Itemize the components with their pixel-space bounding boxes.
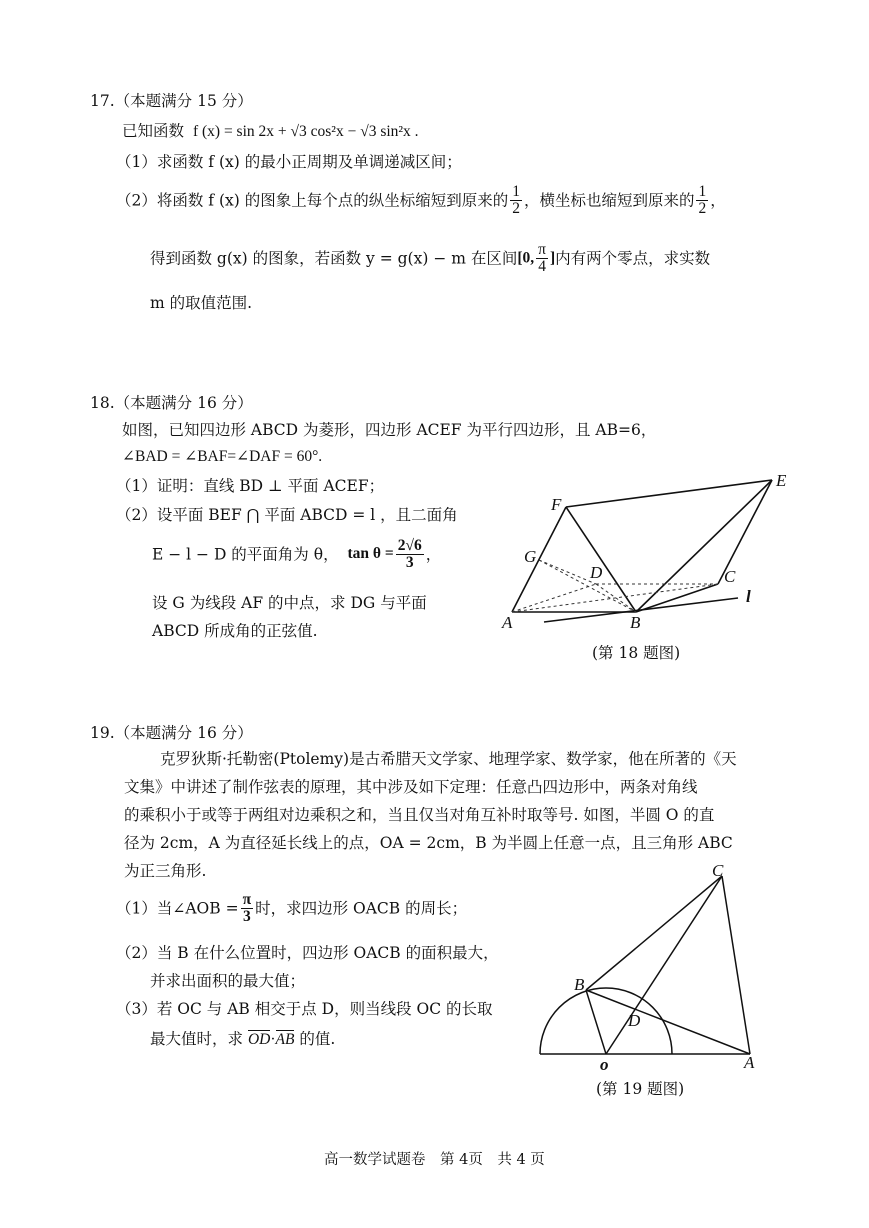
q19-header: 19.（本题满分 16 分） xyxy=(90,724,253,742)
q19-part3-line1: （3）若 OC 与 AB 相交于点 D，则当线段 OC 的长取 xyxy=(116,1000,493,1018)
q18-stem-line2: ∠BAD = ∠BAF=∠DAF = 60°. xyxy=(122,448,323,465)
q18-part2-line2 xyxy=(152,538,441,572)
label-l: l xyxy=(746,587,751,606)
label-C: C xyxy=(724,567,736,586)
dashed-GB xyxy=(539,560,636,612)
fraction-denominator: 2 xyxy=(512,200,520,218)
q18-stem-line1: 如图，已知四边形 ABCD 为菱形，四边形 ACEF 为平行四边形，且 AB=6， xyxy=(122,421,657,439)
segment-AB xyxy=(586,990,750,1054)
edge-FE xyxy=(566,480,772,507)
q17-stem xyxy=(122,122,419,142)
q18-part2-line2-text-a: E − l − D 的平面角为 θ， xyxy=(152,545,339,564)
line-l xyxy=(544,598,738,622)
q17-part2-text-a: （2）将函数 f (x) 的图象上每个点的纵坐标缩短到原来的 xyxy=(116,191,509,210)
q18-tan-label: tan θ = xyxy=(347,545,394,563)
label-A: A xyxy=(502,613,513,632)
segment-OB xyxy=(586,990,606,1054)
fraction-denominator: 2 xyxy=(698,200,707,218)
segment-OC xyxy=(606,876,722,1054)
q17-fraction-half-2 xyxy=(696,184,708,218)
q17-part2-line3: m 的取值范围. xyxy=(150,294,253,312)
q19-part3-text-b: 的值. xyxy=(299,1030,336,1048)
fraction-denominator: 3 xyxy=(405,554,414,572)
label-C: C xyxy=(712,861,724,880)
q17-part2-text-b: ，横坐标也缩短到原来的 xyxy=(523,191,695,210)
segment-CA xyxy=(722,876,750,1054)
label-o: o xyxy=(600,1055,609,1074)
q17-fraction-pi-4 xyxy=(536,242,548,276)
dashed-DG xyxy=(539,560,596,584)
q18-tan-fraction xyxy=(396,538,424,572)
label-D: D xyxy=(590,563,603,582)
q17-interval-left: [0, xyxy=(517,249,535,267)
fraction-denominator: 3 xyxy=(242,908,251,926)
q18-part2-line4: ABCD 所成角的正弦值. xyxy=(152,622,318,640)
label-G: G xyxy=(524,547,537,566)
q19-intro-line1: 克罗狄斯·托勒密(Ptolemy)是古希腊天文学家、地理学家、数学家，他在所著的《天 xyxy=(160,750,737,768)
q19-intro-line3: 的乘积小于或等于两组对边乘积之和，当且仅当对角互补时取等号. 如图，半圆 O 的直 xyxy=(124,806,715,824)
fraction-numerator: 1 xyxy=(698,183,707,200)
vector-OD: OD xyxy=(247,1031,271,1048)
q17-part2-text-c: ， xyxy=(710,191,726,210)
label-A: A xyxy=(744,1053,755,1072)
q19-part1-text-b: 时，求四边形 OACB 的周长； xyxy=(255,899,468,918)
q17-part2-line2-text-a: 得到函数 g(x) 的图象，若函数 y = g(x) − m 在区间 xyxy=(150,249,518,268)
page-footer: 高一数学试题卷 第 4页 共 4 页 xyxy=(324,1152,545,1168)
q19-part1-text-a: （1）当∠AOB = xyxy=(116,899,239,918)
q19-part3-text-a: 最大值时，求 xyxy=(150,1030,244,1048)
label-D: D xyxy=(628,1011,641,1030)
fraction-numerator: 1 xyxy=(512,183,520,200)
q17-part2-line2-text-b: 内有两个零点，求实数 xyxy=(555,249,711,268)
q17-part1: （1）求函数 f (x) 的最小正周期及单调递减区间； xyxy=(116,153,462,171)
fraction-numerator: π xyxy=(242,891,252,908)
label-E: E xyxy=(776,471,787,490)
fraction-denominator: 4 xyxy=(538,258,546,276)
q17-stem-prefix: 已知函数 xyxy=(122,122,185,140)
q19-part2-line2: 并求出面积的最大值； xyxy=(150,972,306,990)
q19-part3-line2 xyxy=(150,1030,335,1050)
q18-part1: （1）证明：直线 BD ⊥ 平面 ACEF； xyxy=(116,477,385,495)
q18-figure xyxy=(500,466,800,636)
label-F: F xyxy=(551,495,562,514)
q19-figure-caption: (第 19 题图) xyxy=(596,1080,685,1098)
q18-header: 18.（本题满分 16 分） xyxy=(90,394,253,412)
q19-part1 xyxy=(116,892,467,926)
q19-intro-line4: 径为 2cm，A 为直径延长线上的点，OA = 2cm，B 为半圆上任意一点，且三角形 ABC xyxy=(124,834,733,852)
q19-fraction-pi-3 xyxy=(241,892,254,926)
dashed-AC xyxy=(512,584,718,612)
vector-AB: AB xyxy=(275,1031,295,1048)
edge-BC xyxy=(636,584,718,612)
q19-part2-line1: （2）当 B 在什么位置时，四边形 OACB 的面积最大， xyxy=(116,944,499,962)
label-B: B xyxy=(574,975,585,994)
q18-part2-line2-text-b: ， xyxy=(425,545,442,564)
dot-operator: · xyxy=(270,1031,276,1048)
q17-part2-line2 xyxy=(150,242,710,276)
segment-BC xyxy=(586,876,722,990)
q17-stem-formula: f (x) = sin 2x + √3 cos²x − √3 sin²x . xyxy=(192,123,419,140)
q17-fraction-half-1 xyxy=(510,184,522,218)
fraction-numerator: π xyxy=(538,241,546,258)
q19-intro-line2: 文集》中讲述了制作弦表的原理，其中涉及如下定理：任意凸四边形中，两条对角线 xyxy=(124,778,698,796)
q19-figure xyxy=(530,860,770,1075)
q18-part2-line3: 设 G 为线段 AF 的中点，求 DG 与平面 xyxy=(152,594,427,612)
q17-header: 17.（本题满分 15 分） xyxy=(90,92,253,110)
q17-interval-right: ] xyxy=(550,249,556,267)
fraction-numerator: 2√6 xyxy=(397,537,422,554)
q18-part2-line1: （2）设平面 BEF ⋂ 平面 ABCD = l ，且二面角 xyxy=(116,506,458,524)
label-B: B xyxy=(630,613,641,632)
q19-intro-line5: 为正三角形. xyxy=(124,862,207,880)
q17-part2-line1 xyxy=(116,184,726,218)
q18-figure-caption: (第 18 题图) xyxy=(592,644,681,662)
